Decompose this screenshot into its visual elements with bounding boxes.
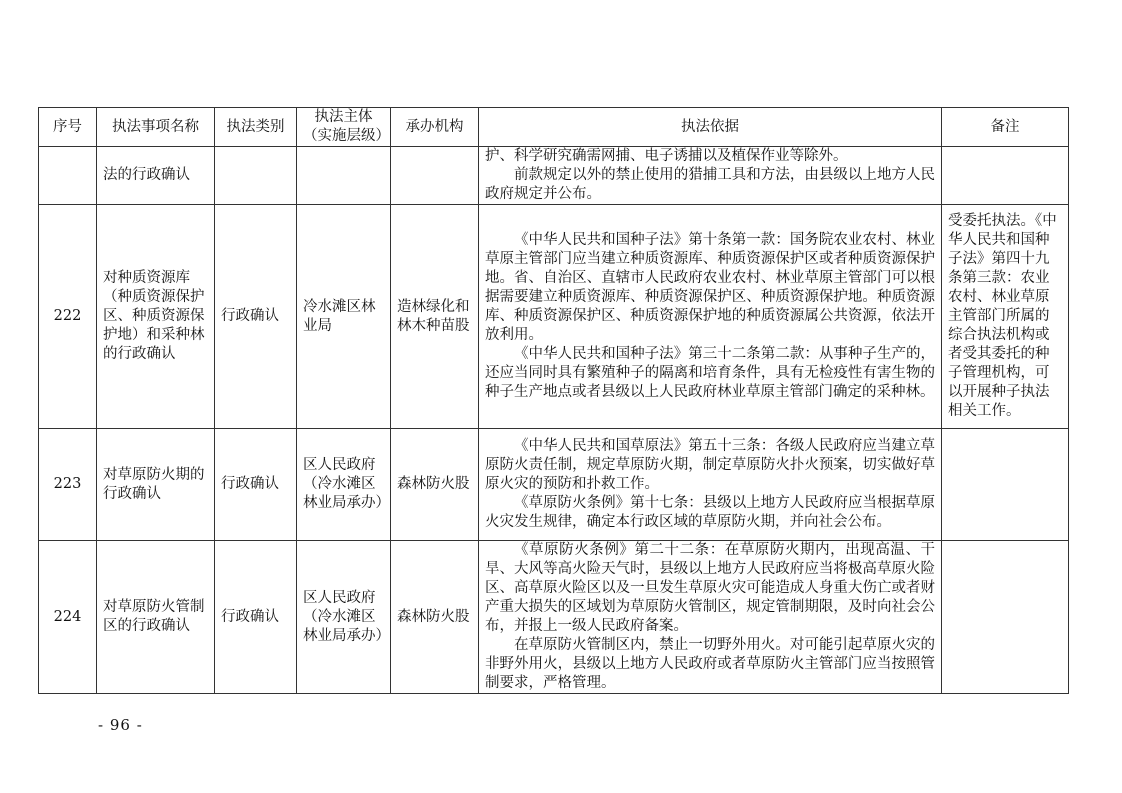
cell-agency: [391, 147, 479, 205]
table-row: [39, 541, 1069, 694]
cell-subject: [297, 147, 391, 205]
cell-category: [215, 147, 297, 205]
basis-paragraph: 前款规定以外的禁止使用的猎捕工具和方法，由县级以上地方人民政府规定并公布。: [485, 167, 935, 202]
cell-category: 行政确认: [215, 541, 297, 694]
cell-item: 对种质资源库（种质资源保护区、种质资源保护地）和采种林的行政确认: [97, 205, 215, 429]
header-seq: 序号: [39, 108, 97, 147]
cell-subject: 冷水滩区林业局: [297, 205, 391, 429]
cell-seq: 223: [39, 429, 97, 541]
header-subject: [297, 108, 391, 147]
cell-item: 法的行政确认: [97, 147, 215, 205]
cell-seq: 222: [39, 205, 97, 429]
page-number: - 96 -: [98, 716, 143, 734]
cell-agency: 森林防火股: [391, 541, 479, 694]
cell-subject: 区人民政府（冷水滩区林业局承办）: [297, 541, 391, 694]
cell-note: 受委托执法。《中华人民共和国种子法》第四十九条第三款：农业农村、林业草原主管部门所属的综合执法机构或者受其委托的种子管理机构，可以开展种子执法相关工作。: [942, 205, 1069, 429]
cell-note: [942, 541, 1069, 694]
basis-paragraph: 《中华人民共和国种子法》第三十二条第二款：从事种子生产的，还应当同时具有繁殖种子的隔离和培育条件，具有无检疫性有害生物的种子生产地点或者县级以上人民政府林业草原主管部门确定的采种林。: [485, 346, 935, 400]
cell-seq: 224: [39, 541, 97, 694]
header-agency: 承办机构: [391, 108, 479, 147]
cell-item: 对草原防火期的行政确认: [97, 429, 215, 541]
enforcement-table: [38, 107, 1069, 694]
basis-paragraph: 护、科学研究确需网捕、电子诱捕以及植保作业等除外。: [485, 148, 848, 164]
header-basis: 执法依据: [479, 108, 942, 147]
cell-basis: [479, 147, 942, 205]
cell-subject: 区人民政府（冷水滩区林业局承办）: [297, 429, 391, 541]
cell-category: 行政确认: [215, 205, 297, 429]
cell-note: [942, 429, 1069, 541]
basis-paragraph: 《中华人民共和国种子法》第十条第一款：国务院农业农村、林业草原主管部门应当建立种质资源库、种质资源保护区或者种质资源保护地。省、自治区、直辖市人民政府农业农村、林业草原主管部门可以根据需要建立种质资源库、种质资源保护区、种质资源保护地。种质资源库、种质资源保护区、种质资源保护地的种质资源属公共资源，依法开放利用。: [485, 232, 935, 343]
table-row: [39, 429, 1069, 541]
cell-basis: [479, 429, 942, 541]
basis-paragraph: 《草原防火条例》第二十二条：在草原防火期内，出现高温、干旱、大风等高火险天气时，县级以上地方人民政府应当将极高草原火险区、高草原火险区以及一旦发生草原火灾可能造成人身重大伤亡或者财产重大损失的区域划为草原防火管制区，规定管制期限，及时向社会公布，并报上一级人民政府备案。: [485, 542, 935, 634]
cell-seq: [39, 147, 97, 205]
header-note: 备注: [942, 108, 1069, 147]
cell-basis: [479, 541, 942, 694]
table-row-continued: [39, 147, 1069, 205]
basis-paragraph: 《中华人民共和国草原法》第五十三条：各级人民政府应当建立草原防火责任制，规定草原防火期，制定草原防火扑火预案，切实做好草原火灾的预防和扑救工作。: [485, 438, 935, 492]
basis-paragraph: 《草原防火条例》第十七条：县级以上地方人民政府应当根据草原火灾发生规律，确定本行政区域的草原防火期，并向社会公布。: [485, 495, 935, 530]
cell-agency: 造林绿化和林木种苗股: [391, 205, 479, 429]
header-subject-line1: 执法主体: [314, 109, 373, 125]
cell-category: 行政确认: [215, 429, 297, 541]
cell-agency: 森林防火股: [391, 429, 479, 541]
cell-item: 对草原防火管制区的行政确认: [97, 541, 215, 694]
header-item: 执法事项名称: [97, 108, 215, 147]
header-category: 执法类别: [215, 108, 297, 147]
basis-paragraph: 在草原防火管制区内，禁止一切野外用火。对可能引起草原火灾的非野外用火，县级以上地方人民政府或者草原防火主管部门应当按照管制要求，严格管理。: [485, 637, 935, 691]
header-row: [39, 108, 1069, 147]
table-row: [39, 205, 1069, 429]
cell-note: [942, 147, 1069, 205]
header-subject-line2: （实施层级）: [303, 128, 390, 144]
cell-basis: [479, 205, 942, 429]
